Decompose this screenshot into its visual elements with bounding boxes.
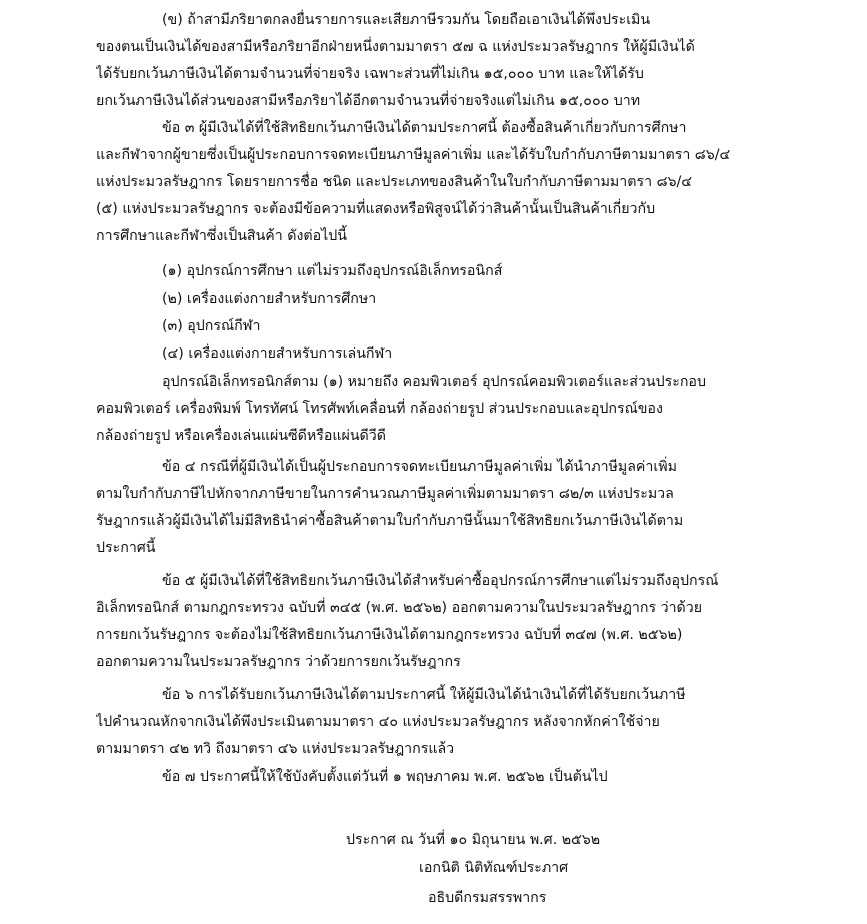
signatory-name: เอกนิติ นิติทัณฑ์ประภาศ <box>419 860 569 876</box>
list-item: (๑) อุปกรณ์การศึกษา แต่ไม่รวมถึงอุปกรณ์อิเล็กทรอนิกส์ <box>162 263 503 279</box>
text-line: (ข) ถ้าสามีภริยาตกลงยื่นรายการและเสียภาษีรวมกัน โดยถือเอาเงินได้พึงประเมิน <box>162 12 651 28</box>
text-line: คอมพิวเตอร์ เครื่องพิมพ์ โทรทัศน์ โทรศัพท์เคลื่อนที่ กล้องถ่ายรูป ส่วนประกอบและอุปกรณ์ของ <box>96 401 663 417</box>
text-line: การศึกษาและกีฬาซึ่งเป็นสินค้า ดังต่อไปนี้ <box>96 228 347 244</box>
text-line: ได้รับยกเว้นภาษีเงินได้ตามจำนวนที่จ่ายจริง เฉพาะส่วนที่ไม่เกิน ๑๕,๐๐๐ บาท และให้ได้รับ <box>96 66 644 82</box>
text-line: ข้อ ๗ ประกาศนี้ให้ใช้บังคับตั้งแต่วันที่ ๑ พฤษภาคม พ.ศ. ๒๕๖๒ เป็นต้นไป <box>162 769 608 785</box>
text-line: ยกเว้นภาษีเงินได้ส่วนของสามีหรือภริยาได้อีกตามจำนวนที่จ่ายจริงแต่ไม่เกิน ๑๕,๐๐๐ บาท <box>96 93 641 109</box>
text-line: กล้องถ่ายรูป หรือเครื่องเล่นแผ่นซีดีหรือแผ่นดีวีดี <box>96 428 386 444</box>
list-item: (๓) อุปกรณ์กีฬา <box>162 318 261 334</box>
text-line: ออกตามความในประมวลรัษฎากร ว่าด้วยการยกเว้นรัษฎากร <box>96 654 461 670</box>
text-line: ตามใบกำกับภาษีไปหักจากภาษีขายในการคำนวณภาษีมูลค่าเพิ่มตามมาตรา ๘๒/๓ แห่งประมวล <box>96 486 674 502</box>
text-line: การยกเว้นรัษฎากร จะต้องไม่ใช้สิทธิยกเว้นภาษีเงินได้ตามกฎกระทรวง ฉบับที่ ๓๔๗ (พ.ศ. ๒๕๖๒) <box>96 627 683 643</box>
text-line: ประกาศนี้ <box>96 540 156 556</box>
text-line: อิเล็กทรอนิกส์ ตามกฎกระทรวง ฉบับที่ ๓๔๕ (พ.ศ. ๒๕๖๒) ออกตามความในประมวลรัษฎากร ว่าด้วย <box>96 600 703 616</box>
text-line: ข้อ ๓ ผู้มีเงินได้ที่ใช้สิทธิยกเว้นภาษีเงินได้ตามประกาศนี้ ต้องซื้อสินค้าเกี่ยวกับการศึกษา <box>162 120 687 136</box>
list-item: (๔) เครื่องแต่งกายสำหรับการเล่นกีฬา <box>162 346 393 362</box>
text-line: ตามมาตรา ๔๒ ทวิ ถึงมาตรา ๔๖ แห่งประมวลรัษฎากรแล้ว <box>96 741 455 757</box>
text-line: ไปคำนวณหักจากเงินได้พึงประเมินตามมาตรา ๔๐ แห่งประมวลรัษฎากร หลังจากหักค่าใช้จ่าย <box>96 714 660 730</box>
signatory-position: อธิบดีกรมสรรพากร <box>428 890 547 906</box>
text-line: (๕) แห่งประมวลรัษฎากร จะต้องมีข้อความที่แสดงหรือพิสูจน์ได้ว่าสินค้านั้นเป็นสินค้าเกี่ยวกับ <box>96 201 656 217</box>
text-line: และกีฬาจากผู้ขายซึ่งเป็นผู้ประกอบการจดทะเบียนภาษีมูลค่าเพิ่ม และได้รับใบกำกับภาษีตามมาตรา ๘๖/๔ <box>96 147 731 163</box>
text-line: แห่งประมวลรัษฎากร โดยรายการชื่อ ชนิด และประเภทของสินค้าในใบกำกับภาษีตามมาตรา ๘๖/๔ <box>96 174 693 190</box>
list-item: (๒) เครื่องแต่งกายสำหรับการศึกษา <box>162 291 377 307</box>
text-line: รัษฎากรแล้วผู้มีเงินได้ไม่มีสิทธินำค่าซื้อสินค้าตามใบกำกับภาษีนั้นมาใช้สิทธิยกเว้นภาษีเงินได้ตาม <box>96 513 684 529</box>
text-line: ข้อ ๖ การได้รับยกเว้นภาษีเงินได้ตามประกาศนี้ ให้ผู้มีเงินได้นำเงินได้ที่ได้รับยกเว้นภาษี <box>162 687 686 703</box>
text-line: อุปกรณ์อิเล็กทรอนิกส์ตาม (๑) หมายถึง คอมพิวเตอร์ อุปกรณ์คอมพิวเตอร์และส่วนประกอบ <box>162 374 706 390</box>
text-line: ข้อ ๔ กรณีที่ผู้มีเงินได้เป็นผู้ประกอบการจดทะเบียนภาษีมูลค่าเพิ่ม ได้นำภาษีมูลค่าเพิ่ม <box>162 459 677 475</box>
text-line: ข้อ ๕ ผู้มีเงินได้ที่ใช้สิทธิยกเว้นภาษีเงินได้สำหรับค่าซื้ออุปกรณ์การศึกษาแต่ไม่รวมถึงอุปกรณ์ <box>162 573 719 589</box>
text-line: ของตนเป็นเงินได้ของสามีหรือภริยาอีกฝ่ายหนึ่งตามมาตรา ๕๗ ฉ แห่งประมวลรัษฎากร ให้ผู้มีเงินได้ <box>96 39 695 55</box>
announcement-date: ประกาศ ณ วันที่ ๑๐ มิถุนายน พ.ศ. ๒๕๖๒ <box>346 832 601 848</box>
